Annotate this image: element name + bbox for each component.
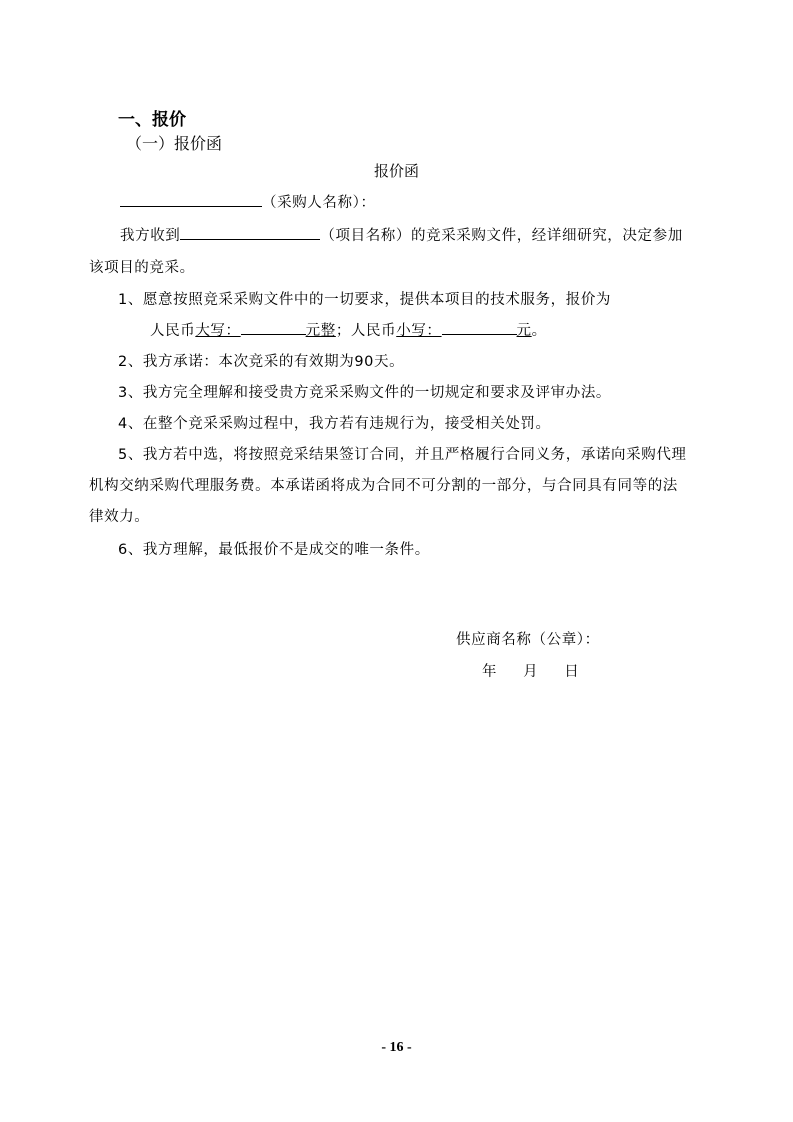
price-upper-blank[interactable]	[241, 319, 306, 335]
price-lower-unit: 元	[516, 323, 532, 339]
purchaser-name-blank[interactable]	[120, 191, 262, 207]
paragraph-1-line-2: 该项目的竞采。	[89, 260, 195, 276]
price-lower-label: 小写：	[396, 323, 442, 339]
date-month: 月	[523, 664, 539, 680]
price-upper-unit: 元整	[305, 323, 336, 339]
salutation-suffix: （采购人名称）：	[262, 195, 376, 211]
item-5-line-3: 律效力。	[89, 509, 150, 525]
item-5-line-2: 机构交纳采购代理服务费。本承诺函将成为合同不可分割的一部分，与合同具有同等的法	[89, 478, 678, 494]
p1-suffix: （项目名称）的竞采采购文件，经详细研究，决定参加	[320, 228, 683, 244]
date-day: 日	[564, 664, 580, 680]
paragraph-1-line-1	[120, 224, 683, 245]
price-rmb-label: 人民币	[150, 323, 196, 339]
item-3: 3、我方完全理解和接受贵方竞采采购文件的一切规定和要求及评审办法。	[118, 385, 612, 401]
price-end: 。	[531, 323, 547, 339]
p1-prefix: 我方收到	[120, 228, 181, 244]
item-6: 6、我方理解，最低报价不是成交的唯一条件。	[118, 542, 430, 558]
item-2: 2、我方承诺：本次竞采的有效期为90天。	[118, 354, 405, 370]
item-4: 4、在整个竞采采购过程中，我方若有违规行为，接受相关处罚。	[118, 416, 551, 432]
price-separator: ；人民币	[335, 323, 397, 339]
supplier-signature-label: 供应商名称（公章）：	[456, 632, 600, 648]
letter-title: 报价函	[373, 162, 419, 180]
item-5-line-1: 5、我方若中选，将按照竞采结果签订合同，并且严格履行合同义务，承诺向采购代理	[118, 447, 687, 463]
project-name-blank[interactable]	[180, 224, 320, 240]
date-year: 年	[482, 664, 498, 680]
date-line	[482, 660, 579, 681]
item-1: 1、愿意按照竞采采购文件中的一切要求，提供本项目的技术服务，报价为	[118, 292, 612, 308]
page-number: - 16 -	[381, 1040, 412, 1055]
section-heading: 一、报价	[118, 110, 186, 130]
price-line	[150, 319, 547, 340]
salutation-line	[120, 191, 376, 212]
price-upper-label: 大写：	[195, 323, 241, 339]
subsection-heading: （一）报价函	[126, 134, 223, 153]
price-lower-blank[interactable]	[442, 319, 517, 335]
